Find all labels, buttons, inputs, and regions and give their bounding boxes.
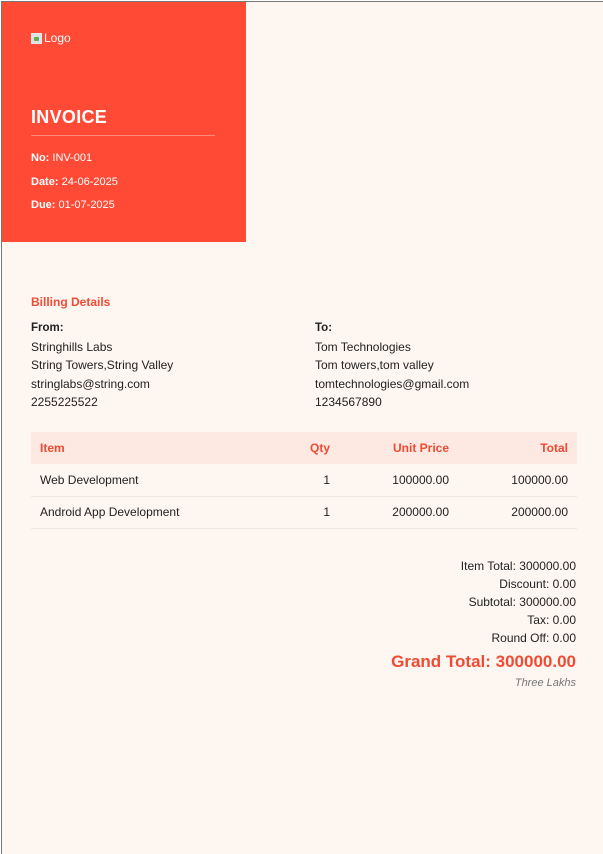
broken-image-icon: [31, 33, 42, 44]
invoice-date: [31, 176, 118, 188]
subtotal: Subtotal: 300000.00: [468, 595, 576, 609]
invoice-header: [2, 2, 246, 242]
invoice-due-value: 01-07-2025: [58, 199, 115, 211]
column-header-item: Item: [31, 432, 261, 464]
cell-total: 200000.00: [458, 496, 577, 528]
table-row: [31, 464, 577, 496]
round-off: Round Off: 0.00: [491, 631, 576, 645]
invoice-date-label: Date:: [31, 176, 59, 188]
from-name: Stringhills Labs: [31, 339, 113, 354]
to-name: Tom Technologies: [315, 339, 411, 354]
cell-item: Web Development: [31, 464, 261, 496]
from-email: stringlabs@string.com: [31, 376, 150, 391]
to-address: Tom towers,tom valley: [315, 358, 434, 372]
tax: Tax: 0.00: [527, 613, 576, 627]
invoice-number-label: No:: [31, 152, 50, 164]
from-label: From:: [31, 322, 64, 334]
cell-unit-price: 100000.00: [339, 464, 458, 496]
to-label: To:: [315, 322, 333, 334]
cell-total: 100000.00: [458, 464, 577, 496]
invoice-title: INVOICE: [31, 107, 108, 127]
cell-unit-price: 200000.00: [339, 496, 458, 528]
cell-item: Android App Development: [31, 496, 261, 528]
items-table: [31, 432, 577, 529]
logo: [31, 31, 71, 45]
discount: Discount: 0.00: [499, 577, 576, 591]
cell-qty: 1: [261, 464, 339, 496]
header-divider: [31, 135, 215, 136]
column-header-unit-price: Unit Price: [339, 432, 458, 464]
invoice-page: [1, 1, 603, 854]
from-phone: 2255225522: [31, 395, 98, 409]
cell-qty: 1: [261, 496, 339, 528]
logo-alt-text: Logo: [44, 31, 71, 45]
grand-total: Grand Total: 300000.00: [391, 652, 576, 671]
totals-summary: [461, 557, 576, 647]
amount-in-words: Three Lakhs: [514, 677, 576, 689]
billing-details-title: Billing Details: [31, 295, 111, 309]
table-header-row: [31, 432, 577, 464]
billing-to: [315, 319, 469, 412]
invoice-number: [31, 152, 92, 164]
column-header-qty: Qty: [261, 432, 339, 464]
item-total: Item Total: 300000.00: [460, 559, 576, 573]
to-email: tomtechnologies@gmail.com: [315, 376, 470, 391]
billing-from: [31, 319, 173, 412]
invoice-due-date: [31, 199, 115, 211]
invoice-due-label: Due:: [31, 199, 56, 211]
invoice-date-value: 24-06-2025: [61, 176, 118, 188]
from-address: String Towers,String Valley: [31, 358, 174, 372]
table-row: [31, 496, 577, 528]
column-header-total: Total: [458, 432, 577, 464]
to-phone: 1234567890: [315, 395, 382, 409]
invoice-number-value: INV-001: [52, 152, 93, 164]
